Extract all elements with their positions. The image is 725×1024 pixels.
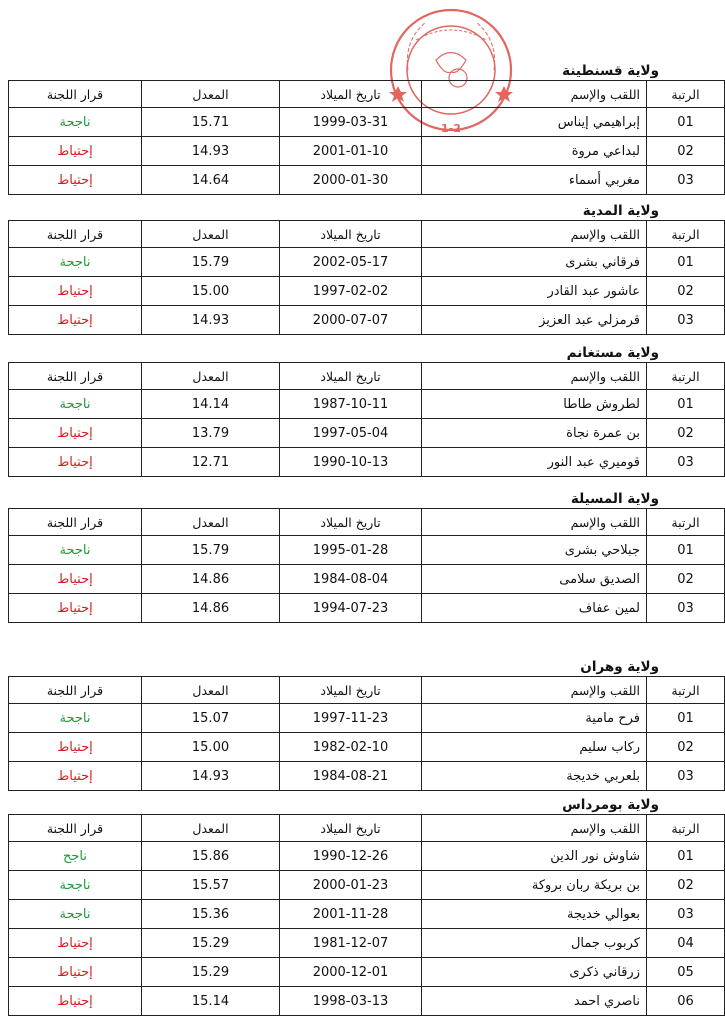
decision-header: قرار اللجنة xyxy=(9,509,142,536)
rank-cell: 02 xyxy=(647,565,725,594)
table-row xyxy=(9,987,725,1016)
table-row xyxy=(9,733,725,762)
table-row xyxy=(9,306,725,335)
wilaya-section xyxy=(8,344,700,477)
birthdate-cell: 1984-08-04 xyxy=(280,565,422,594)
average-cell: 15.57 xyxy=(142,871,280,900)
table-row xyxy=(9,448,725,477)
table-row xyxy=(9,108,725,137)
average-cell: 14.93 xyxy=(142,137,280,166)
rank-cell: 01 xyxy=(647,390,725,419)
average-cell: 15.86 xyxy=(142,842,280,871)
name-cell: بن بريكة ربان بروكة xyxy=(422,871,647,900)
name-cell: فرح مامية xyxy=(422,704,647,733)
name-cell: لمين عفاف xyxy=(422,594,647,623)
birthdate-cell: 1987-10-11 xyxy=(280,390,422,419)
average-cell: 15.00 xyxy=(142,733,280,762)
average-header: المعدل xyxy=(142,81,280,108)
rank-cell: 01 xyxy=(647,536,725,565)
wilaya-title: ولاية مستغانم xyxy=(566,345,659,361)
birthdate-cell: 1995-01-28 xyxy=(280,536,422,565)
name-cell: الصديق سلامى xyxy=(422,565,647,594)
table-row xyxy=(9,166,725,195)
average-cell: 15.29 xyxy=(142,929,280,958)
name-cell: عاشور عبد القادر xyxy=(422,277,647,306)
results-table xyxy=(8,220,725,335)
birthdate-cell: 1990-10-13 xyxy=(280,448,422,477)
average-cell: 14.86 xyxy=(142,594,280,623)
name-cell: بلعربي خديجة xyxy=(422,762,647,791)
table-header-row xyxy=(9,363,725,390)
birthdate-cell: 2000-12-01 xyxy=(280,958,422,987)
average-cell: 15.71 xyxy=(142,108,280,137)
birthdate-header: تاريخ الميلاد xyxy=(280,363,422,390)
decision-cell: ناجحة xyxy=(9,871,142,900)
decision-cell: إحتياط xyxy=(9,448,142,477)
decision-cell: إحتياط xyxy=(9,137,142,166)
wilaya-title: ولاية قسنطينة xyxy=(562,63,659,79)
average-header: المعدل xyxy=(142,677,280,704)
name-header: اللقب والإسم xyxy=(422,363,647,390)
table-row xyxy=(9,248,725,277)
name-cell: قوميري عبد النور xyxy=(422,448,647,477)
birthdate-cell: 1999-03-31 xyxy=(280,108,422,137)
birthdate-cell: 1994-07-23 xyxy=(280,594,422,623)
wilaya-title: ولاية وهران xyxy=(580,659,659,675)
name-cell: لطروش طاطا xyxy=(422,390,647,419)
wilaya-title: ولاية المسيلة xyxy=(570,491,659,507)
name-cell: قرمزلي عبد العزيز xyxy=(422,306,647,335)
rank-header: الرتبة xyxy=(647,363,725,390)
wilaya-section xyxy=(8,796,700,1016)
results-table xyxy=(8,362,725,477)
table-row xyxy=(9,704,725,733)
birthdate-cell: 2001-01-10 xyxy=(280,137,422,166)
table-header-row xyxy=(9,677,725,704)
name-cell: زرقاني ذكرى xyxy=(422,958,647,987)
table-header-row xyxy=(9,81,725,108)
decision-cell: ناجحة xyxy=(9,390,142,419)
name-cell: ركاب سليم xyxy=(422,733,647,762)
decision-cell: إحتياط xyxy=(9,419,142,448)
rank-header: الرتبة xyxy=(647,81,725,108)
rank-cell: 03 xyxy=(647,166,725,195)
name-cell: كربوب جمال xyxy=(422,929,647,958)
wilaya-title: ولاية المدية xyxy=(582,203,659,219)
birthdate-header: تاريخ الميلاد xyxy=(280,509,422,536)
birthdate-cell: 2000-01-30 xyxy=(280,166,422,195)
rank-cell: 03 xyxy=(647,306,725,335)
results-table xyxy=(8,508,725,623)
table-row xyxy=(9,277,725,306)
average-cell: 14.64 xyxy=(142,166,280,195)
name-cell: فرقاني بشرى xyxy=(422,248,647,277)
decision-cell: إحتياط xyxy=(9,565,142,594)
wilaya-section xyxy=(8,62,700,195)
rank-cell: 05 xyxy=(647,958,725,987)
name-cell: لبداعي مروة xyxy=(422,137,647,166)
average-cell: 12.71 xyxy=(142,448,280,477)
name-header: اللقب والإسم xyxy=(422,815,647,842)
rank-cell: 02 xyxy=(647,733,725,762)
birthdate-header: تاريخ الميلاد xyxy=(280,677,422,704)
average-header: المعدل xyxy=(142,509,280,536)
decision-cell: ناجحة xyxy=(9,536,142,565)
average-header: المعدل xyxy=(142,363,280,390)
decision-cell: إحتياط xyxy=(9,987,142,1016)
average-cell: 15.79 xyxy=(142,248,280,277)
birthdate-cell: 2000-01-23 xyxy=(280,871,422,900)
name-cell: شاوش نور الدين xyxy=(422,842,647,871)
table-row xyxy=(9,871,725,900)
rank-cell: 03 xyxy=(647,594,725,623)
table-row xyxy=(9,842,725,871)
table-header-row xyxy=(9,509,725,536)
rank-cell: 03 xyxy=(647,448,725,477)
name-header: اللقب والإسم xyxy=(422,221,647,248)
birthdate-cell: 1997-02-02 xyxy=(280,277,422,306)
name-cell: بعوالي خديجة xyxy=(422,900,647,929)
table-row xyxy=(9,594,725,623)
decision-cell: إحتياط xyxy=(9,166,142,195)
name-cell: إبراهيمي إيناس xyxy=(422,108,647,137)
decision-cell: إحتياط xyxy=(9,929,142,958)
name-header: اللقب والإسم xyxy=(422,677,647,704)
wilaya-section xyxy=(8,490,700,623)
name-cell: ناصري احمد xyxy=(422,987,647,1016)
birthdate-cell: 1997-11-23 xyxy=(280,704,422,733)
results-table xyxy=(8,676,725,791)
table-row xyxy=(9,762,725,791)
decision-cell: إحتياط xyxy=(9,594,142,623)
average-cell: 15.07 xyxy=(142,704,280,733)
average-cell: 15.14 xyxy=(142,987,280,1016)
rank-header: الرتبة xyxy=(647,815,725,842)
table-row xyxy=(9,958,725,987)
decision-cell: إحتياط xyxy=(9,958,142,987)
rank-cell: 01 xyxy=(647,704,725,733)
decision-header: قرار اللجنة xyxy=(9,815,142,842)
decision-cell: إحتياط xyxy=(9,277,142,306)
rank-cell: 03 xyxy=(647,900,725,929)
name-cell: جبلاحي بشرى xyxy=(422,536,647,565)
average-cell: 15.29 xyxy=(142,958,280,987)
table-header-row xyxy=(9,815,725,842)
decision-cell: إحتياط xyxy=(9,306,142,335)
rank-header: الرتبة xyxy=(647,677,725,704)
rank-cell: 06 xyxy=(647,987,725,1016)
birthdate-cell: 1997-05-04 xyxy=(280,419,422,448)
results-table xyxy=(8,814,725,1016)
name-header: اللقب والإسم xyxy=(422,81,647,108)
decision-header: قرار اللجنة xyxy=(9,677,142,704)
birthdate-cell: 2000-07-07 xyxy=(280,306,422,335)
birthdate-cell: 2002-05-17 xyxy=(280,248,422,277)
average-cell: 14.93 xyxy=(142,762,280,791)
average-cell: 14.86 xyxy=(142,565,280,594)
wilaya-section xyxy=(8,658,700,791)
name-header: اللقب والإسم xyxy=(422,509,647,536)
table-row xyxy=(9,536,725,565)
rank-cell: 02 xyxy=(647,137,725,166)
birthdate-header: تاريخ الميلاد xyxy=(280,221,422,248)
decision-header: قرار اللجنة xyxy=(9,363,142,390)
table-row xyxy=(9,390,725,419)
average-cell: 15.79 xyxy=(142,536,280,565)
average-cell: 14.93 xyxy=(142,306,280,335)
decision-cell: إحتياط xyxy=(9,762,142,791)
decision-cell: ناجحة xyxy=(9,704,142,733)
table-row xyxy=(9,137,725,166)
table-row xyxy=(9,900,725,929)
decision-header: قرار اللجنة xyxy=(9,81,142,108)
table-row xyxy=(9,419,725,448)
name-cell: بن عمرة نجاة xyxy=(422,419,647,448)
birthdate-cell: 1998-03-13 xyxy=(280,987,422,1016)
name-cell: مغربي أسماء xyxy=(422,166,647,195)
birthdate-header: تاريخ الميلاد xyxy=(280,81,422,108)
rank-header: الرتبة xyxy=(647,221,725,248)
average-cell: 15.36 xyxy=(142,900,280,929)
rank-cell: 01 xyxy=(647,842,725,871)
rank-header: الرتبة xyxy=(647,509,725,536)
decision-cell: ناجح xyxy=(9,842,142,871)
rank-cell: 02 xyxy=(647,871,725,900)
results-table xyxy=(8,80,725,195)
rank-cell: 03 xyxy=(647,762,725,791)
average-cell: 14.14 xyxy=(142,390,280,419)
average-cell: 13.79 xyxy=(142,419,280,448)
decision-header: قرار اللجنة xyxy=(9,221,142,248)
stamp-number: -1-2- xyxy=(436,122,466,135)
birthdate-cell: 1981-12-07 xyxy=(280,929,422,958)
average-cell: 15.00 xyxy=(142,277,280,306)
table-header-row xyxy=(9,221,725,248)
decision-cell: ناجحة xyxy=(9,900,142,929)
birthdate-cell: 1990-12-26 xyxy=(280,842,422,871)
birthdate-header: تاريخ الميلاد xyxy=(280,815,422,842)
birthdate-cell: 2001-11-28 xyxy=(280,900,422,929)
decision-cell: إحتياط xyxy=(9,733,142,762)
average-header: المعدل xyxy=(142,221,280,248)
decision-cell: ناجحة xyxy=(9,108,142,137)
table-row xyxy=(9,929,725,958)
birthdate-cell: 1984-08-21 xyxy=(280,762,422,791)
average-header: المعدل xyxy=(142,815,280,842)
rank-cell: 02 xyxy=(647,419,725,448)
rank-cell: 04 xyxy=(647,929,725,958)
wilaya-title: ولاية بومرداس xyxy=(562,797,659,813)
rank-cell: 02 xyxy=(647,277,725,306)
rank-cell: 01 xyxy=(647,248,725,277)
rank-cell: 01 xyxy=(647,108,725,137)
table-row xyxy=(9,565,725,594)
birthdate-cell: 1982-02-10 xyxy=(280,733,422,762)
wilaya-section xyxy=(8,202,700,335)
decision-cell: ناجحة xyxy=(9,248,142,277)
